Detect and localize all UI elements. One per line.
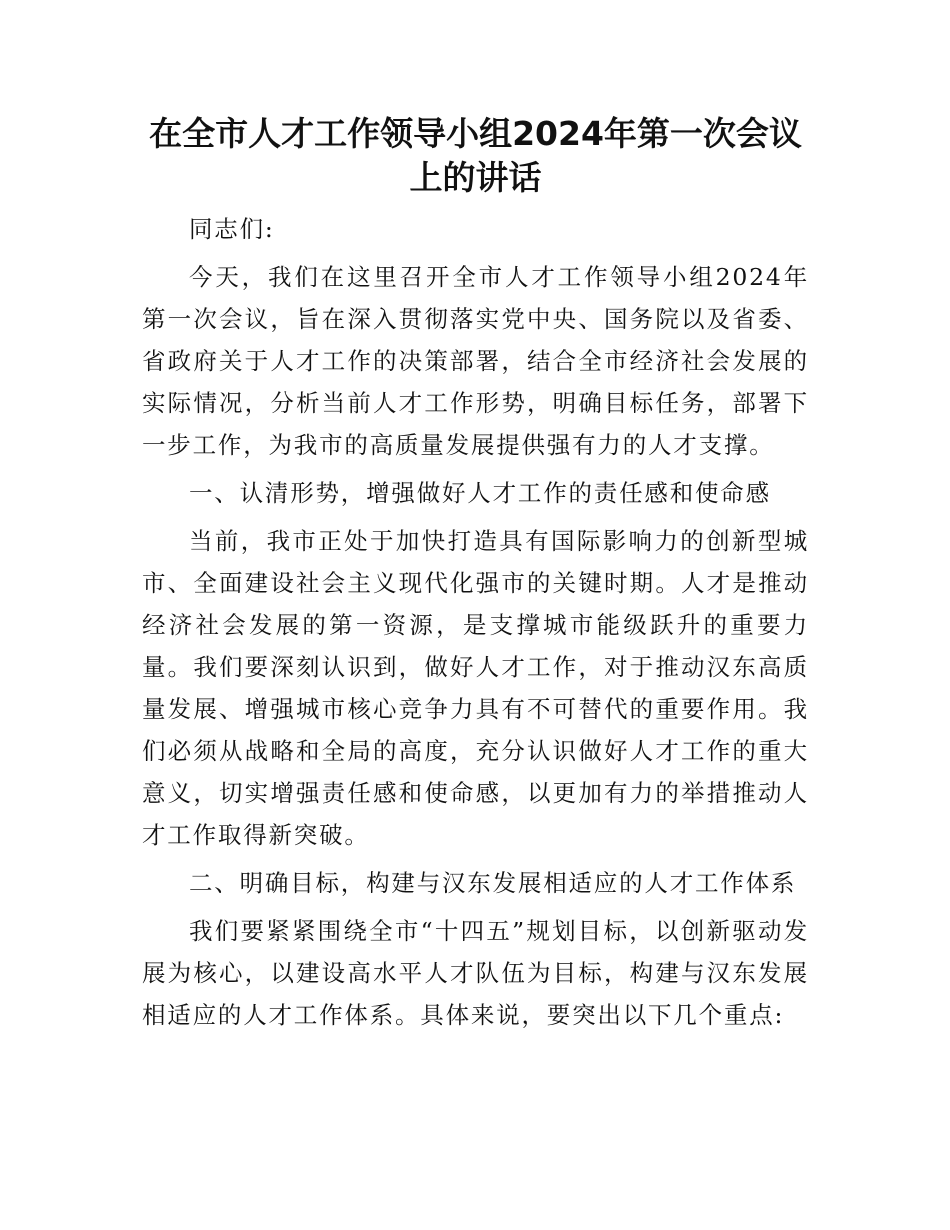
- paragraph-goals: 我们要紧紧围绕全市“十四五”规划目标，以创新驱动发展为核心，以建设高水平人才队伍为目标，构建与汉东发展相适应的人才工作体系。具体来说，要突出以下几个重点:: [142, 917, 809, 1029]
- document-page: [142, 112, 809, 1042]
- salutation: 同志们:: [189, 215, 275, 243]
- paragraph-situation: 当前，我市正处于加快打造具有国际影响力的创新型城市、全面建设社会主义现代化强市的关键时期。人才是推动经济社会发展的第一资源，是支撑城市能级跃升的重要力量。我们要深刻认识到，做好人才工作，对于推动汉东高质量发展、增强城市核心竞争力具有不可替代的重要作用。我们必须从战略和全局的高度，充分认识做好人才工作的重大意义，切实增强责任感和使命感，以更加有力的举措推动人才工作取得新突破。: [142, 527, 809, 849]
- paragraph-intro: 今天，我们在这里召开全市人才工作领导小组2024年第一次会议，旨在深入贯彻落实党中央、国务院以及省委、省政府关于人才工作的决策部署，结合全市经济社会发展的实际情况，分析当前人才工作形势，明确目标任务，部署下一步工作，为我市的高质量发展提供强有力的人才支撑。: [142, 263, 809, 459]
- section-heading-2: 二、明确目标，构建与汉东发展相适应的人才工作体系: [189, 869, 797, 897]
- section-heading-1: 一、认清形势，增强做好人才工作的责任感和使命感: [189, 479, 771, 507]
- document-title: 在全市人才工作领导小组2024年第一次会议上的讲话: [149, 114, 802, 197]
